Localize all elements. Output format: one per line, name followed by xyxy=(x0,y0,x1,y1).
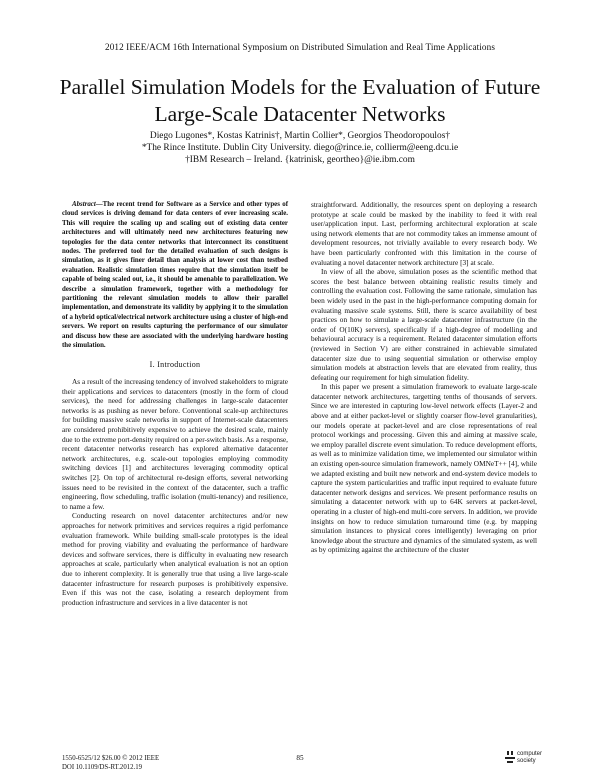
logo-text-society: society xyxy=(517,757,536,764)
abstract-text: —The recent trend for Software as a Service and other types of cloud services is driving demand for data centers of ever increasing scale. This will require the scaling up and scaling out of existing data center architectures and will ultimately need new architectures featuring new topologies for the data center networks that interconnect its constituent nodes. The preferred tool for the detailed evaluation of such designs is simulation, as it gives finer detail than analysis at lower cost than testbed evaluation. Realistic simulation times require that the simulation itself be capable of being scaled out, i.e., it should be amenable to parallelization. We describe a simulation framework, together with a methodology for partitioning the relevant simulation models to allow their parallel implementation, and demonstrate its validity by applying it to the simulation of a hybrid optical/electrical network architecture using a cluster of high-end servers. We report on results capturing the performance of our simulator and discuss how these are associated with the underlying hardware hosting the simulation. xyxy=(62,201,288,350)
abstract xyxy=(62,200,288,351)
page-number: 85 xyxy=(296,754,304,762)
section-heading-introduction: I. Introduction xyxy=(149,359,201,369)
paper-title: Parallel Simulation Models for the Evaluation of Future Large-Scale Datacenter Networks xyxy=(59,75,541,126)
right-paragraph-2: In view of all the above, simulation poses as the scientific method that scores the best balance between obtaining realistic results timely and controlling the evaluation cost. Following the same rationale, simulation has been widely used in the past in the high-performance computing domain for evaluating massive scale systems. Still, there is scarce availability of best practices on how to simulate a large-scale datacenter infrastructure (in the order of O(10K) servers), specifically if a high-degree of modelling and behavioural accuracy is a requirement. Related datacenter simulation efforts (reviewed in Section V) are either constrained in achievable simulated datacenter size due to using sequential simulation or otherwise employ simulation models at abstraction levels that are elevated from reality, thus defeating our requirement for high simulation fidelity. xyxy=(311,267,537,382)
author-names: Diego Lugones*, Kostas Katrinis†, Martin Collier*, Georgios Theodoropoulos† xyxy=(149,131,451,141)
intro-paragraph-2: Conducting research on novel datacenter architectures and/or new approaches for network primitives and services requires a rigid perfomance evaluation framework. While building small-scale prototypes is the ideal method for proving viability and evaluating the performance of hardware devices and software services, there is difficulty in evaluating new research approaches at scale, particularly when analytical evaluation is not an option due to inherent complexity. It is generally true that using a live large-scale datacenter infrastructure for research purposes is prohibitively expensive. Even if this was not the case, isolating a research deployment from production infrastructure and services in a live datacenter is not xyxy=(62,511,288,607)
abstract-lead: Abstract xyxy=(72,201,96,208)
right-column xyxy=(311,200,537,555)
left-column xyxy=(62,200,288,607)
conference-header: 2012 IEEE/ACM 16th International Symposium on Distributed Simulation and Real Time Applications xyxy=(105,42,495,52)
affiliation-rince: *The Rince Institute. Dublin City University. diego@rince.ie, collierm@eeng.dcu.ie xyxy=(141,143,459,153)
computer-society-logo xyxy=(505,750,553,770)
intro-paragraph-1: As a result of the increasing tendency of involved stakeholders to migrate their applications and services to datacenters (mostly in the form of cloud services), the need for addressing challenges in large-scale datacenter networks is as pushing as never before. Conventional scale-up architectures for building massive scale networks in support of Internet-scale datacenters are considered prohibitively expensive to achieve the desired scale, mainly due to the extreme port-density required on a per-switch basis. As a response, recent datacenter networks research has explored alternative datacenter network architectures, e.g. scale-out topologies employing commodity switching devices [1] and architectures leveraging commodity optical switches [2]. On top of architectural re-design efforts, several networking issues need to be revisited in the context of the datacenter, such a traffic engineering, flow scheduling, traffic isolation (multi-tenancy) and resilience, to name a few. xyxy=(62,377,288,511)
affiliation-ibm: †IBM Research – Ireland. {katrinisk, geortheo}@ie.ibm.com xyxy=(185,155,415,165)
right-paragraph-3: In this paper we present a simulation framework to evaluate large-scale datacenter network architectures, targetting tenths of thousands of servers. Since we are interested in capturing low-level network effects (Layer-2 and above and at either packet-level or slightly coarser flow-level granularities), our models operate at packet-level and are close representations of real protocol workings and processing. Given this and aiming at massive scale, we employ parallel discrete event simulation. To reduce development efforts, as well as to minimize validation time, we implemented our simulator within an existing open-source simulation framework, namely OMNeT++ [4], while we adapted existing and built new network and end-system device models to capture the system particularities and traffic input required to evaluate future datacenter network designs and services. We present performance results on simulating a datacenter network with up to 64K servers at packet-level, operating in a cluster of high-end multi-core servers. In addition, we provide insights on how to reduce simulation turnaround time (e.g. by mapping simulation instances to physical cores intelligently) leveraging on prior knowledge about the structure and dynamics of the simulated system, as well as by optimizing against the architecture of the cluster xyxy=(311,382,537,555)
right-paragraph-1: straightforward. Additionally, the resources spent on deploying a research prototype at scale could be masked by the inability to feed it with real user/application input. Last, performing architectural exploration at scale using network elements that are not commodity takes an immense amount of development resources, not trivially available to every research body. We have been particularly confronted with this limitation in the course of evaluating a novel datacenter network architecture [3] at scale. xyxy=(311,200,537,267)
logo-text-computer: computer xyxy=(517,751,543,757)
footer-issn: 1550-6525/12 $26.00 © 2012 IEEE xyxy=(62,755,160,762)
ieee-cs-mark-icon xyxy=(505,751,515,767)
footer-doi: DOI 10.1109/DS-RT.2012.19 xyxy=(62,764,143,771)
author-block xyxy=(40,130,560,166)
